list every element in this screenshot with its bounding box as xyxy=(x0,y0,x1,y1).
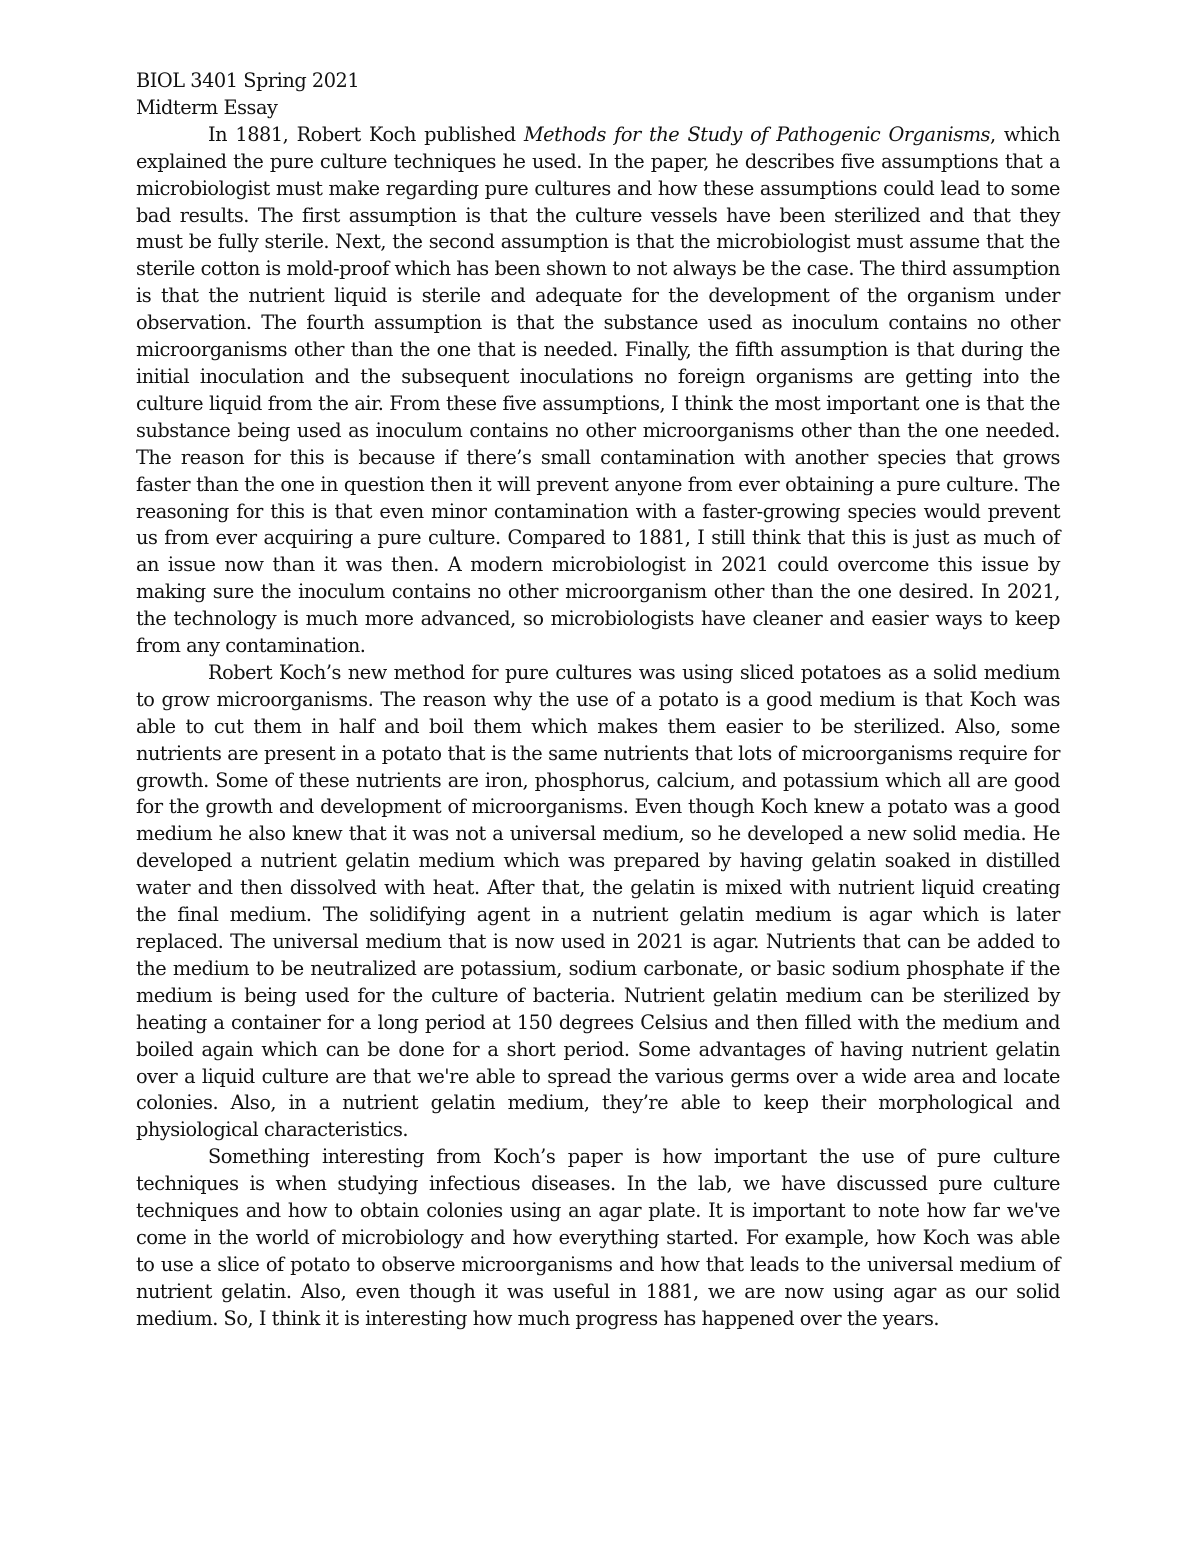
essay-paragraph-1 xyxy=(136,122,1060,660)
publication-title: Methods for the Study of Pathogenic Organisms xyxy=(523,122,990,146)
course-line: BIOL 3401 Spring 2021 xyxy=(136,69,360,92)
document-page xyxy=(136,68,1060,1333)
assignment-line: Midterm Essay xyxy=(136,95,278,119)
paragraph-1-prefix: In 1881, Robert Koch published xyxy=(208,122,524,146)
paragraph-1-body: , which explained the pure culture techniques he used. In the paper, he describes five assumptions that a microbiologist must make regarding pure cultures and how these assumptions could lead to some bad results. The first assumption is that the culture vessels have been sterilized and that they must be fully sterile. Next, the second assumption is that the microbiologist must assume that the sterile cotton is mold-proof which has been shown to not always be the case. The third assumption is that the nutrient liquid is sterile and adequate for the development of the organism under observation. The fourth assumption is that the substance used as inoculum contains no other microorganisms other than the one that is needed. Finally, the fifth assumption is that during the initial inoculation and the subsequent inoculations no foreign organisms are getting into the culture liquid from the air. From these five assumptions, I think the most important one is that the substance being used as inoculum contains no other microorganisms other than the one needed. The reason for this is because if there’s small contamination with another species that grows faster than the one in question then it will prevent anyone from ever obtaining a pure culture. The reasoning for this is that even minor contamination with a faster-growing species would prevent us from ever acquiring a pure culture. Compared to 1881, I still think that this is just as much of an issue now than it was then. A modern microbiologist in 2021 could overcome this issue by making sure the inoculum contains no other microorganism other than the one desired. In 2021, the technology is much more advanced, so microbiologists have cleaner and easier ways to keep from any contamination. xyxy=(136,122,1060,658)
essay-paragraph-3: Something interesting from Koch’s paper is how important the use of pure culture techniques is when studying infectious diseases. In the lab, we have discussed pure culture techniques and how to obtain colonies using an agar plate. It is important to note how far we've come in the world of microbiology and how everything started. For example, how Koch was able to use a slice of potato to observe microorganisms and how that leads to the universal medium of nutrient gelatin. Also, even though it was useful in 1881, we are now using agar as our solid medium. So, I think it is interesting how much progress has happened over the years. xyxy=(136,1145,1060,1330)
essay-paragraph-2: Robert Koch’s new method for pure cultures was using sliced potatoes as a solid medium to grow microorganisms. The reason why the use of a potato is a good medium is that Koch was able to cut them in half and boil them which makes them easier to be sterilized. Also, some nutrients are present in a potato that is the same nutrients that lots of microorganisms require for growth. Some of these nutrients are iron, phosphorus, calcium, and potassium which all are good for the growth and development of microorganisms. Even though Koch knew a potato was a good medium he also knew that it was not a universal medium, so he developed a new solid media. He developed a nutrient gelatin medium which was prepared by having gelatin soaked in distilled water and then dissolved with heat. After that, the gelatin is mixed with nutrient liquid creating the final medium. The solidifying agent in a nutrient gelatin medium is agar which is later replaced. The universal medium that is now used in 2021 is agar. Nutrients that can be added to the medium to be neutralized are potassium, sodium carbonate, or basic sodium phosphate if the medium is being used for the culture of bacteria. Nutrient gelatin medium can be sterilized by heating a container for a long period at 150 degrees Celsius and then filled with the medium and boiled again which can be done for a short period. Some advantages of having nutrient gelatin over a liquid culture are that we're able to spread the various germs over a wide area and locate colonies. Also, in a nutrient gelatin medium, they’re able to keep their morphological and physiological characteristics. xyxy=(136,660,1060,1142)
